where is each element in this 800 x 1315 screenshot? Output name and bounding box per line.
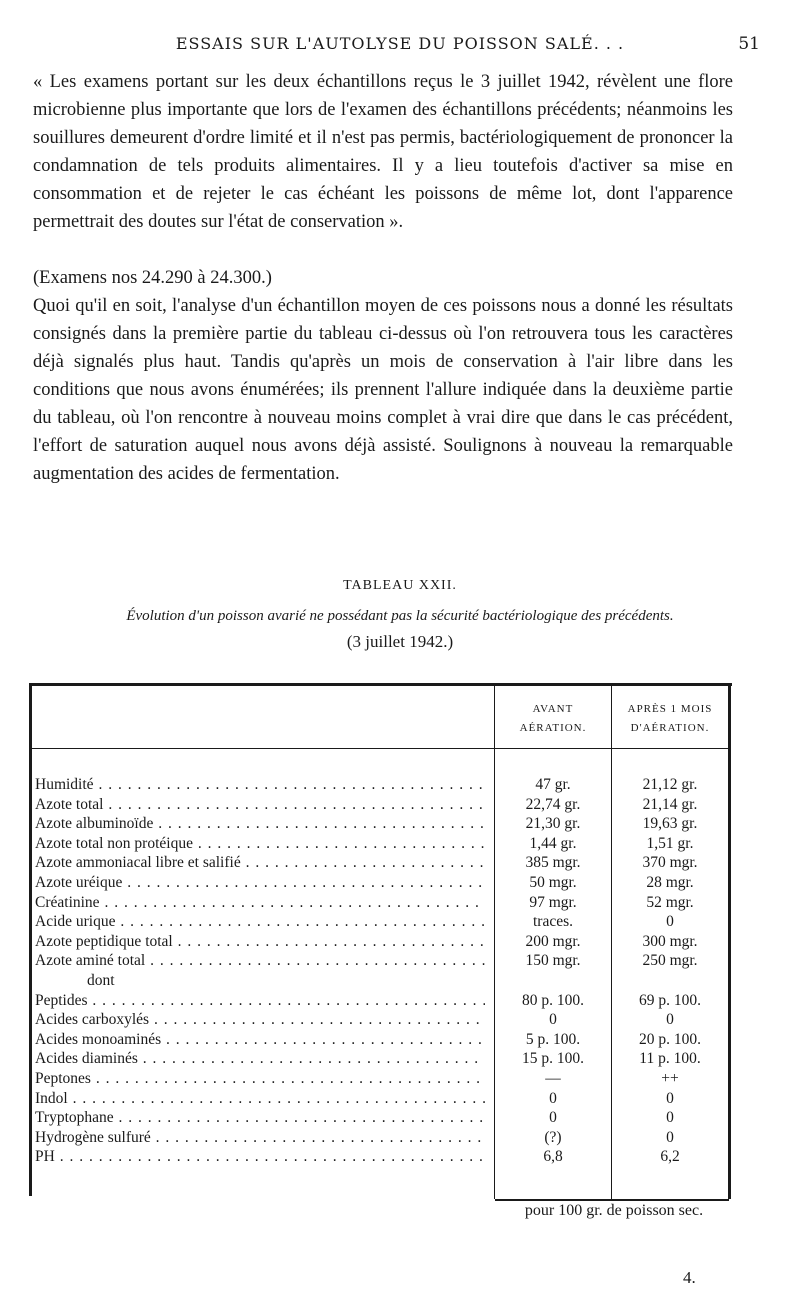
value-after-aeration: 28 mgr. (646, 873, 694, 891)
row-label: Azote total non protéique . . . (35, 834, 485, 854)
table-row (29, 951, 732, 971)
running-title: ESSAIS SUR L'AUTOLYSE DU POISSON SALÉ. . . (175, 34, 625, 53)
value-after-aeration: 0 (666, 1109, 674, 1127)
value-before-aeration: 47 gr. (535, 776, 571, 793)
value-after-aeration: 370 mgr. (642, 854, 698, 872)
table-row (29, 1089, 732, 1109)
row-label: Azote uréique . . . (35, 873, 485, 893)
table-title: TABLEAU XXII. (343, 578, 457, 593)
row-label: Azote peptidique total . . . (35, 932, 485, 952)
row-label: Acide urique . . . (35, 912, 485, 932)
table-header-rule (29, 748, 731, 749)
table-row (29, 834, 732, 854)
value-after-aeration: 11 p. 100. (639, 1050, 701, 1068)
row-label: Azote total . . . (35, 795, 485, 815)
value-before-aeration: 6,8 (543, 1148, 563, 1166)
value-before-aeration: 385 mgr. (525, 854, 581, 872)
row-label: Peptides . . . (35, 991, 485, 1011)
value-before-aeration: 15 p. 100. (522, 1050, 584, 1068)
value-before-aeration: (?) (544, 1128, 562, 1146)
value-after-aeration: 20 p. 100. (639, 1030, 701, 1048)
value-after-aeration: 52 mgr. (646, 893, 694, 911)
running-header (40, 34, 760, 58)
column-header-after-line1: APRÈS 1 MOIS (627, 703, 713, 715)
row-label: Créatinine . . . (35, 893, 485, 913)
signature-mark: 4. (683, 1268, 696, 1287)
column-header-before-line2: AÉRATION. (519, 722, 587, 734)
value-after-aeration: 250 mgr. (642, 952, 698, 970)
table-caption: Évolution d'un poisson avarié ne possédant pas la sécurité bactériologique des précédents. (126, 608, 674, 624)
column-header-before-line1: AVANT (532, 703, 574, 715)
row-label: Acides monoaminés . . . (35, 1030, 485, 1050)
table-row (29, 814, 732, 834)
table-row (29, 991, 732, 1011)
table-row (29, 912, 732, 932)
value-after-aeration: 19,63 gr. (642, 815, 698, 833)
quoted-paragraph: « Les examens portant sur les deux échantillons reçus le 3 juillet 1942, révèlent une flore microbienne plus importante que lors de l'examen des échantillons précédents; néanmoins les souillures demeurent d'ordre limité et il n'est pas permis, bactériologiquement de prononcer la condamnation de tels produits alimentaires. Il y a lieu toutefois d'activer sa mise en consommation et de rejeter le cas échéant les poissons de même lot, dont l'apparence permettrait des doutes sur l'état de conservation ». (33, 72, 733, 232)
column-header-after (612, 700, 728, 738)
column-header-after-line2: D'AÉRATION. (630, 722, 710, 734)
table-row (29, 1147, 732, 1167)
analysis-paragraph: Quoi qu'il en soit, l'analyse d'un échantillon moyen de ces poissons nous a donné les résultats consignés dans la première partie du tableau ci-dessus où l'on retrouvera tous les caractères déjà signalés plus haut. Tandis qu'après un mois de conservation à l'air libre dans les conditions que nous avons énumérées; ils prennent l'allure indiquée dans la deuxième partie du tableau, où l'on rencontre à nouveau moins complet à vrai dire que dans le cas précédent, l'effort de saturation auquel nous avons déjà assisté. Soulignons à nouveau la remarquable augmentation des acides de fermentation. (33, 296, 733, 484)
row-label: Tryptophane . . . (35, 1108, 485, 1128)
row-label: PH . . . (35, 1147, 485, 1167)
value-before-aeration: 80 p. 100. (522, 991, 584, 1009)
row-label: Humidité . . . (35, 775, 485, 795)
value-before-aeration: 200 mgr. (525, 932, 581, 950)
results-table (29, 683, 732, 1196)
row-label: Azote aminé total . . . (35, 951, 485, 971)
table-row (29, 1049, 732, 1069)
row-label: Azote ammoniacal libre et salifié . . . (35, 853, 485, 873)
table-row (29, 853, 732, 873)
row-label: dont (87, 971, 115, 989)
value-before-aeration: 22,74 gr. (525, 795, 581, 813)
table-row (29, 775, 732, 795)
column-header-before (495, 700, 611, 738)
value-before-aeration: 0 (549, 1011, 557, 1029)
row-label: Indol . . . (35, 1089, 485, 1109)
table-row (29, 873, 732, 893)
table-footnote: pour 100 gr. de poisson sec. (524, 1202, 704, 1219)
value-before-aeration: 5 p. 100. (525, 1030, 581, 1048)
value-before-aeration: 150 mgr. (525, 952, 581, 970)
value-after-aeration: 69 p. 100. (639, 991, 701, 1009)
row-label: Acides carboxylés . . . (35, 1010, 485, 1030)
value-after-aeration: ++ (661, 1069, 679, 1087)
value-after-aeration: 300 mgr. (642, 932, 698, 950)
table-row (29, 1010, 732, 1030)
row-label: Azote albuminoïde . . . (35, 814, 485, 834)
value-before-aeration: 97 mgr. (529, 893, 577, 911)
table-row (29, 795, 732, 815)
value-before-aeration: 21,30 gr. (525, 815, 581, 833)
value-before-aeration: traces. (532, 913, 573, 931)
table-row (29, 1030, 732, 1050)
row-label: Acides diaminés . . . (35, 1049, 485, 1069)
value-after-aeration: 21,12 gr. (642, 776, 698, 793)
table-row (29, 1108, 732, 1128)
table-row (29, 971, 732, 991)
value-after-aeration: 0 (666, 1089, 674, 1107)
table-date: (3 juillet 1942.) (346, 632, 454, 651)
value-after-aeration: 1,51 gr. (646, 834, 694, 852)
table-body (29, 775, 732, 1167)
value-before-aeration: — (545, 1069, 561, 1087)
page-number: 51 (738, 34, 760, 54)
value-before-aeration: 0 (549, 1089, 557, 1107)
value-after-aeration: 6,2 (660, 1148, 680, 1166)
value-after-aeration: 0 (666, 1011, 674, 1029)
table-row (29, 893, 732, 913)
value-before-aeration: 0 (549, 1109, 557, 1127)
table-row (29, 1069, 732, 1089)
row-label: Peptones . . . (35, 1069, 485, 1089)
row-label: Hydrogène sulfuré . . . (35, 1128, 485, 1148)
value-after-aeration: 0 (666, 1128, 674, 1146)
value-after-aeration: 21,14 gr. (642, 795, 698, 813)
value-after-aeration: 0 (666, 913, 674, 931)
examens-reference: (Examens nos 24.290 à 24.300.) (33, 268, 272, 288)
table-row (29, 932, 732, 952)
table-row (29, 1128, 732, 1148)
value-before-aeration: 1,44 gr. (529, 834, 577, 852)
value-before-aeration: 50 mgr. (529, 873, 577, 891)
